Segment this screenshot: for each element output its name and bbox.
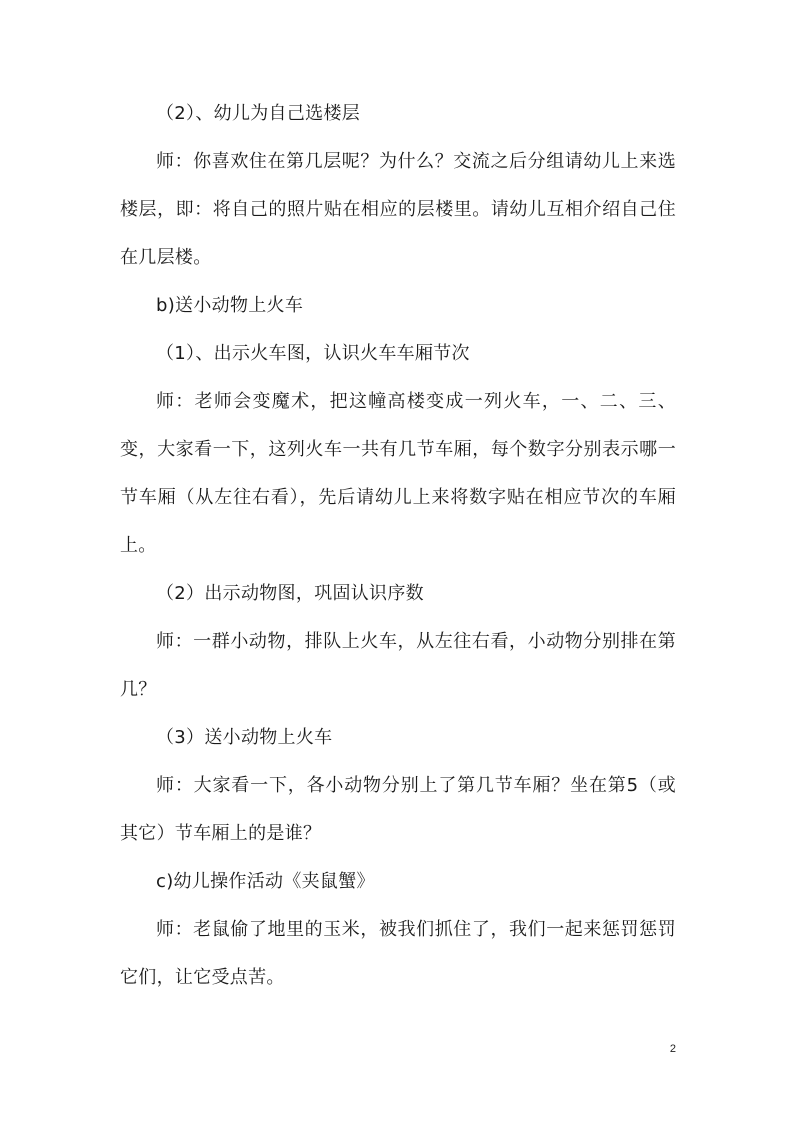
paragraph-teacher-floor-question: 师：你喜欢住在第几层呢？为什么？交流之后分组请幼儿上来选楼层，即：将自己的照片贴在相应的层楼里。请幼儿互相介绍自己住在几层楼。	[120, 151, 676, 268]
paragraph-board-train-heading: （3）送小动物上火车	[156, 727, 333, 748]
paragraph-train-section-heading: b)送小动物上火车	[156, 295, 304, 316]
paragraph-teacher-animals-queue: 师：一群小动物，排队上火车，从左往右看，小动物分别排在第几？	[120, 631, 676, 700]
page-number: 2	[669, 1043, 676, 1055]
paragraph-teacher-magic-train: 师：老师会变魔术，把这幢高楼变成一列火车，一、二、三、变，大家看一下，这列火车一共有几节车厢，每个数字分别表示哪一节车厢（从左往右看），先后请幼儿上来将数字贴在相应节次的车厢上。	[120, 391, 676, 556]
paragraph-show-animals-heading: （2）出示动物图，巩固认识序数	[156, 583, 424, 604]
paragraph-show-train-heading: （1）、出示火车图，认识火车车厢节次	[156, 343, 470, 364]
paragraph-teacher-mouse-punish: 师：老鼠偷了地里的玉米，被我们抓住了，我们一起来惩罚惩罚它们，让它受点苦。	[120, 919, 676, 988]
document-body	[120, 90, 676, 1002]
paragraph-selecting-floor-heading: （2）、幼儿为自己选楼层	[156, 103, 361, 124]
paragraph-operation-activity-heading: c)幼儿操作活动《夹鼠蟹》	[156, 871, 375, 892]
paragraph-teacher-which-car: 师：大家看一下，各小动物分别上了第几节车厢？坐在第5（或其它）节车厢上的是谁？	[120, 775, 676, 844]
